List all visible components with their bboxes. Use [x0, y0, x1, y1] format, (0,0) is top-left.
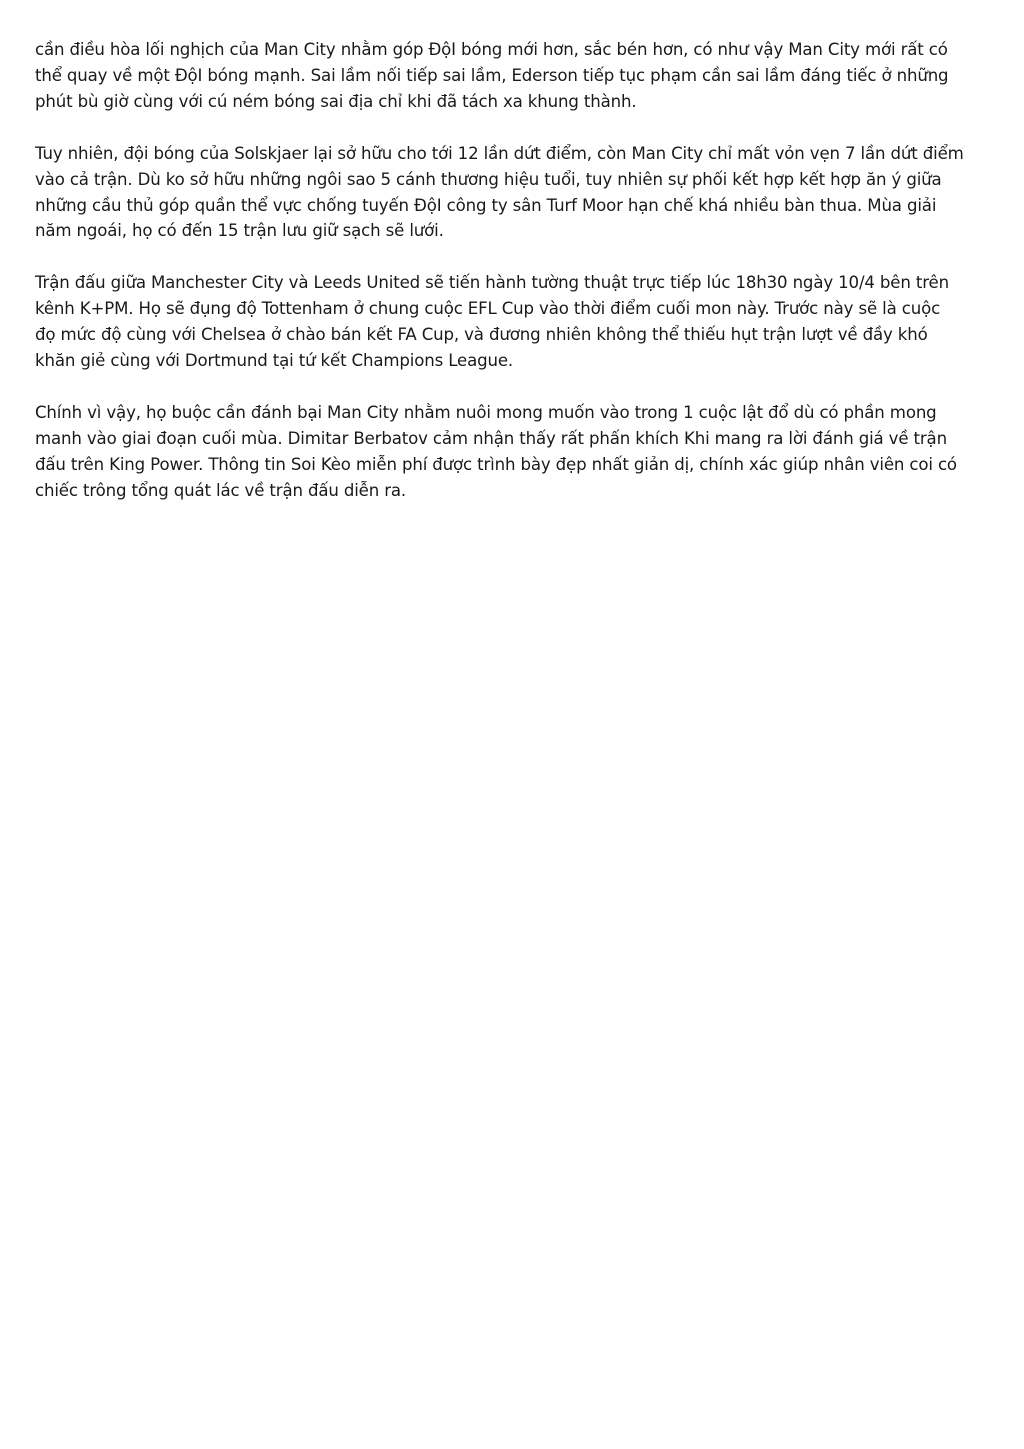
text-line: vào cả trận. Dù ko sở hữu những ngôi sao 5 cánh thương hiệu tuổi, tuy nhiên sự phối kết hợp kết hợp ăn ý giữa — [35, 169, 942, 189]
text-line: đọ mức độ cùng với Chelsea ở chào bán kết FA Cup, và đương nhiên không thể thiếu hụt trận lượt về đầy khó — [35, 325, 928, 345]
paragraph — [35, 37, 990, 115]
text-line: Trận đấu giữa Manchester City và Leeds United sẽ tiến hành tường thuật trực tiếp lúc 18h30 ngày 10/4 bên trên — [35, 273, 949, 293]
text-line: kênh K+PM. Họ sẽ đụng độ Tottenham ở chung cuộc EFL Cup vào thời điểm cuối mon này. Trước này sẽ là cuộc — [35, 299, 941, 319]
text-line: khăn giẻ cùng với Dortmund tại tứ kết Champions League. — [35, 351, 514, 371]
paragraph — [35, 270, 990, 374]
paragraph — [35, 141, 990, 245]
text-line: những cầu thủ góp quần thể vực chống tuyến ĐộI công ty sân Turf Moor hạn chế khá nhiều bàn thua. Mùa giải — [35, 195, 937, 215]
text-line: cần điều hòa lối nghịch của Man City nhằm góp ĐộI bóng mới hơn, sắc bén hơn, có như vậy Man City mới rất có — [35, 40, 948, 59]
text-line: năm ngoái, họ có đến 15 trận lưu giữ sạch sẽ lưới. — [35, 221, 444, 241]
text-line: manh vào giai đoạn cuối mùa. Dimitar Berbatov cảm nhận thấy rất phấn khích Khi mang ra lời đánh giá về trận — [35, 428, 947, 448]
text-line: đấu trên King Power. Thông tin Soi Kèo miễn phí được trình bày đẹp nhất giản dị, chính xác giúp nhân viên coi có — [35, 454, 957, 474]
text-line: thể quay về một ĐộI bóng mạnh. Sai lầm nối tiếp sai lầm, Ederson tiếp tục phạm cần sai lầm đáng tiếc ở những — [35, 65, 949, 85]
text-line: Tuy nhiên, đội bóng của Solskjaer lại sở hữu cho tới 12 lần dứt điểm, còn Man City chỉ mất vỏn vẹn 7 lần dứt điểm — [35, 143, 964, 163]
paragraph — [35, 400, 990, 504]
text-line: chiếc trông tổng quát lác về trận đấu diễn ra. — [35, 480, 407, 500]
text-line: Chính vì vậy, họ buộc cần đánh bại Man City nhằm nuôi mong muốn vào trong 1 cuộc lật đổ dù có phần mong — [35, 402, 937, 422]
document-body — [35, 37, 990, 530]
text-line: phút bù giờ cùng với cú ném bóng sai địa chỉ khi đã tách xa khung thành. — [35, 91, 637, 111]
